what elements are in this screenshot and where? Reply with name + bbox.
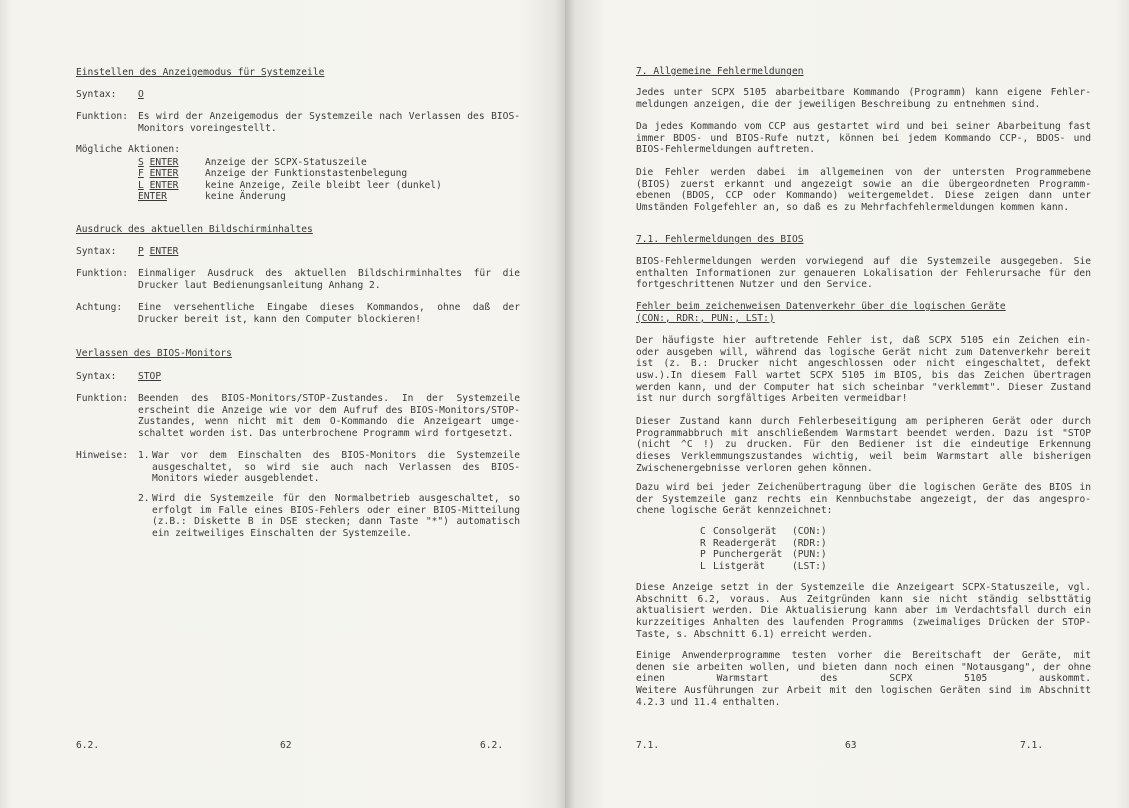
device-name: Consolgerät	[713, 526, 777, 537]
text-line: Taste, s. Abschnitt 6.1) erreicht werden.	[636, 628, 873, 640]
text-line: ebenen (BDOS, CCP oder Kommando) weitergemeldet. Diese zeigen dann unter	[636, 190, 1091, 202]
text-line: ist nur durch sorgfältiges Arbeiten vermeidbar!	[636, 393, 908, 405]
device-letter: R	[700, 537, 706, 549]
footer-section-right: 6.2.	[480, 740, 504, 751]
text-line: Diese Anzeige setzt in der Systemzeile die Anzeigeart SCPX-Statuszeile, vgl.	[636, 582, 1091, 593]
subsection-heading	[636, 301, 1006, 324]
note-text	[152, 450, 520, 485]
section-heading: Ausdruck des aktuellen Bildschirminhaltes	[76, 224, 313, 235]
device-code: (RDR:)	[792, 537, 827, 549]
device-name: Readergerät	[713, 537, 777, 549]
device-list	[700, 526, 900, 572]
text-line: ein zeitweiliges Einschalten der Systemzeile.	[152, 528, 412, 540]
text-line: denen sie arbeiten wollen, und bieten dann noch einen "Notausgang", der ohne	[636, 661, 1091, 673]
syntax-label: Syntax:	[76, 246, 117, 257]
text-line: Programmabbruch mit anschließendem Warmstart beendet werden. Dazu ist "STOP	[636, 427, 1091, 439]
function-label: Funktion:	[76, 111, 128, 122]
notes-label: Hinweise:	[76, 450, 128, 461]
text-line: (BIOS) zuerst erkannt und angezeigt sowie an die übergeordneten Programm-	[636, 178, 1091, 190]
text-line: War vor dem Einschalten des BIOS-Monitors die Systemzeile	[152, 450, 520, 461]
syntax-row	[0, 89, 565, 101]
device-code: (CON:)	[792, 526, 827, 537]
device-item	[700, 538, 900, 550]
warning-text	[138, 302, 520, 325]
text-line: Zwischenergebnisse verloren gehen können.	[636, 462, 873, 474]
paragraph	[636, 482, 1091, 517]
action-enter: ENTER	[138, 191, 167, 203]
chapter-heading: 7. Allgemeine Fehlermeldungen	[636, 66, 804, 77]
text-line: Abschnitt 6.2, voraus. Aus Zeitgründen kann sie nicht ständig selbsttätig	[636, 593, 1091, 605]
text-line: BIOS-Fehlermeldungen auftreten.	[636, 144, 816, 156]
right-page	[565, 0, 1129, 808]
device-code: (LST:)	[792, 560, 827, 572]
function-label: Funktion:	[76, 393, 128, 404]
action-item	[138, 191, 538, 202]
text-line: kurzzeitiges Anhalten des laufenden Programms (zweimaliges Drücken der STOP-	[636, 617, 1091, 629]
paragraph	[636, 256, 1091, 291]
text-line: einen Warmstart des SCPX 5105 auskommt.	[636, 673, 1091, 685]
device-code: (PUN:)	[792, 549, 827, 561]
paragraph	[636, 650, 1091, 708]
text-line: (nicht ^C !) zu drucken. Für den Bediener ist die eindeutige Erkennung	[636, 439, 1091, 451]
action-item	[138, 168, 538, 179]
action-description: keine Änderung	[205, 191, 286, 203]
key-enter: ENTER	[149, 246, 179, 257]
device-letter: L	[700, 560, 706, 572]
note-number: 1.	[138, 450, 150, 461]
text-line: aktualisiert werden. Die Aktualisierung kann aber im Verdachtsfall durch ein	[636, 605, 1091, 617]
function-text	[138, 111, 520, 134]
device-name: Listgerät	[713, 560, 765, 572]
text-line: enthalten Informationen zur genaueren Lokalisation der Fehlerursache für den	[636, 267, 1091, 279]
syntax-value: STOP	[138, 371, 162, 382]
device-item	[700, 549, 900, 561]
paragraph	[636, 167, 1091, 214]
text-line: Monitors wieder ausgeblendet.	[152, 473, 320, 485]
function-row	[0, 268, 565, 291]
device-name: Punchergerät	[713, 549, 783, 561]
text-line: usw.).In diesem Fall wartet SCPX 5105 im BIOS, bis das Zeichen übertragen	[636, 370, 1091, 382]
paragraph	[636, 121, 1091, 156]
text-line: (z.B.: Diskette B in DSE stecken; dann Taste "*") automatisch	[152, 516, 520, 528]
action-enter: ENTER	[149, 157, 179, 168]
text-line: dieses Verklemmungszustandes wichtig, weil beim Warmstart alle bisherigen	[636, 451, 1091, 463]
device-item	[700, 526, 900, 538]
syntax-row	[0, 371, 565, 383]
device-letter: P	[700, 549, 706, 561]
text-line: oder ausgeben will, während das logische Gerät nicht zum Datenverkehr bereit	[636, 346, 1091, 358]
note-number: 2.	[138, 493, 150, 504]
syntax-label: Syntax:	[76, 89, 117, 100]
text-line: Dazu wird bei jeder Zeichenübertragung über die logischen Geräte des BIOS in	[636, 482, 1091, 493]
page-number: 63	[845, 740, 857, 751]
function-text	[138, 268, 520, 291]
syntax-row	[0, 246, 565, 258]
text-line: Eine versehentliche Eingabe dieses Kommandos, ohne daß der	[138, 302, 520, 313]
action-key: L	[138, 179, 144, 191]
actions-label: Mögliche Aktionen:	[76, 144, 180, 155]
text-line: BIOS-Fehlermeldungen werden vorwiegend auf die Systemzeile ausgegeben. Sie	[636, 256, 1091, 267]
text-line: Umständen Folgefehler an, so daß es zu Mehrfachfehlermeldungen kommen kann.	[636, 202, 1070, 214]
text-line: 4.2.3 und 11.4 enthalten.	[636, 696, 781, 708]
section-heading: Verlassen des BIOS-Monitors	[76, 348, 232, 359]
text-line: Monitors voreingestellt.	[138, 122, 277, 134]
warning-row	[0, 302, 565, 325]
notes-row	[0, 493, 565, 540]
text-line: ist (z. B.: Drucker nicht angeschlossen oder nicht eingeschaltet, defekt	[636, 358, 1091, 370]
warning-label: Achtung:	[76, 302, 123, 313]
text-line: (CON:, RDR:, PUN:, LST:)	[636, 312, 775, 324]
action-item	[138, 180, 538, 191]
text-line: meldungen anzeigen, die der jeweiligen Beschreibung zu entnehmen sind.	[636, 98, 1041, 110]
paragraph	[636, 335, 1091, 405]
action-description: Anzeige der SCPX-Statuszeile	[205, 157, 367, 168]
text-line: der Systemzeile ganz rechts ein Kennbuchstabe angezeigt, der das angespro-	[636, 493, 1091, 505]
note-text	[152, 493, 520, 540]
function-text	[138, 393, 520, 440]
text-line: werden kann, und der Computer hat sich scheinbar "verklemmt". Dieser Zustand	[636, 381, 1091, 393]
text-line: Es wird der Anzeigemodus der Systemzeile nach Verlassen des BIOS-	[138, 111, 520, 122]
text-line: Da jedes Kommando vom CCP aus gestartet wird und bei seiner Abarbeitung fast	[636, 121, 1091, 132]
footer-section-left: 6.2.	[76, 740, 100, 751]
action-description: keine Anzeige, Zeile bleibt leer (dunkel)	[205, 179, 442, 191]
text-line: Drucker bereit ist, kann den Computer blockieren!	[138, 313, 422, 325]
paragraph	[636, 582, 1091, 640]
footer-section-left: 7.1.	[636, 740, 660, 751]
text-line: Fehler beim zeichenweisen Datenverkehr über die logischen Geräte	[636, 301, 1006, 312]
function-row	[0, 393, 565, 440]
actions-list	[138, 157, 538, 203]
function-row	[0, 111, 565, 134]
text-line: immer BDOS- und BIOS-Rufe nutzt, können bei jedem Kommando CCP-, BDOS- und	[636, 132, 1091, 144]
key-p: P	[138, 246, 144, 257]
text-line: ausgeschaltet, so wird sie auch nach Verlassen des BIOS-	[152, 461, 520, 473]
text-line: Einige Anwenderprogramme testen vorher die Bereitschaft der Geräte, mit	[636, 650, 1091, 661]
text-line: Einmaliger Ausdruck des aktuellen Bildschirminhaltes für die	[138, 268, 520, 279]
text-line: Jedes unter SCPX 5105 abarbeitbare Kommando (Programm) kann eigene Fehler-	[636, 87, 1091, 98]
text-line: erscheint die Anzeige wie vor dem Aufruf des BIOS-Monitors/STOP-	[138, 404, 520, 416]
text-line: Die Fehler werden dabei im allgemeinen von der untersten Programmebene	[636, 167, 1091, 178]
text-line: schaltet worden ist. Das unterbrochene Programm wird fortgesetzt.	[138, 428, 514, 440]
text-line: Beenden des BIOS-Monitors/STOP-Zustandes. In der Systemzeile	[138, 393, 520, 404]
function-label: Funktion:	[76, 268, 128, 279]
action-enter: ENTER	[149, 168, 179, 180]
text-line: Zustandes, wenn nicht mit dem O-Kommando die Anzeigeart umge-	[138, 416, 520, 428]
text-line: erfolgt im Falle eines BIOS-Fehlers oder einer BIOS-Mitteilung	[152, 504, 520, 516]
action-key: F	[138, 168, 144, 180]
text-line: Der häufigste hier auftretende Fehler ist, daß SCPX 5105 ein Zeichen ein-	[636, 335, 1091, 346]
action-description: Anzeige der Funktionstastenbelegung	[205, 168, 408, 180]
device-letter: C	[700, 526, 706, 537]
paragraph	[636, 87, 1091, 110]
action-enter: ENTER	[149, 179, 179, 191]
text-line: Wird die Systemzeile für den Normalbetrieb ausgeschaltet, so	[152, 493, 520, 504]
section-heading: 7.1. Fehlermeldungen des BIOS	[636, 234, 804, 245]
text-line: Weitere Ausführungen zur Arbeit mit den logischen Geräten sind im Abschnitt	[636, 685, 1091, 697]
syntax-value: O	[138, 89, 144, 100]
text-line: chene logische Gerät kennzeichnet:	[636, 505, 833, 517]
page-number: 62	[280, 740, 292, 751]
notes-row	[0, 450, 565, 485]
paragraph	[636, 416, 1091, 474]
text-line: fortgeschrittenen Nutzer und den Service.	[636, 279, 873, 291]
text-line: Drucker laut Bedienungsanleitung Anhang 2.	[138, 279, 381, 291]
device-item	[700, 561, 900, 573]
text-line: Dieser Zustand kann durch Fehlerbeseitigung am peripheren Gerät oder durch	[636, 416, 1091, 427]
footer-section-right: 7.1.	[1020, 740, 1044, 751]
syntax-label: Syntax:	[76, 371, 117, 382]
section-heading: Einstellen des Anzeigemodus für Systemzeile	[76, 67, 325, 78]
action-key: S	[138, 157, 144, 168]
action-item	[138, 157, 538, 168]
